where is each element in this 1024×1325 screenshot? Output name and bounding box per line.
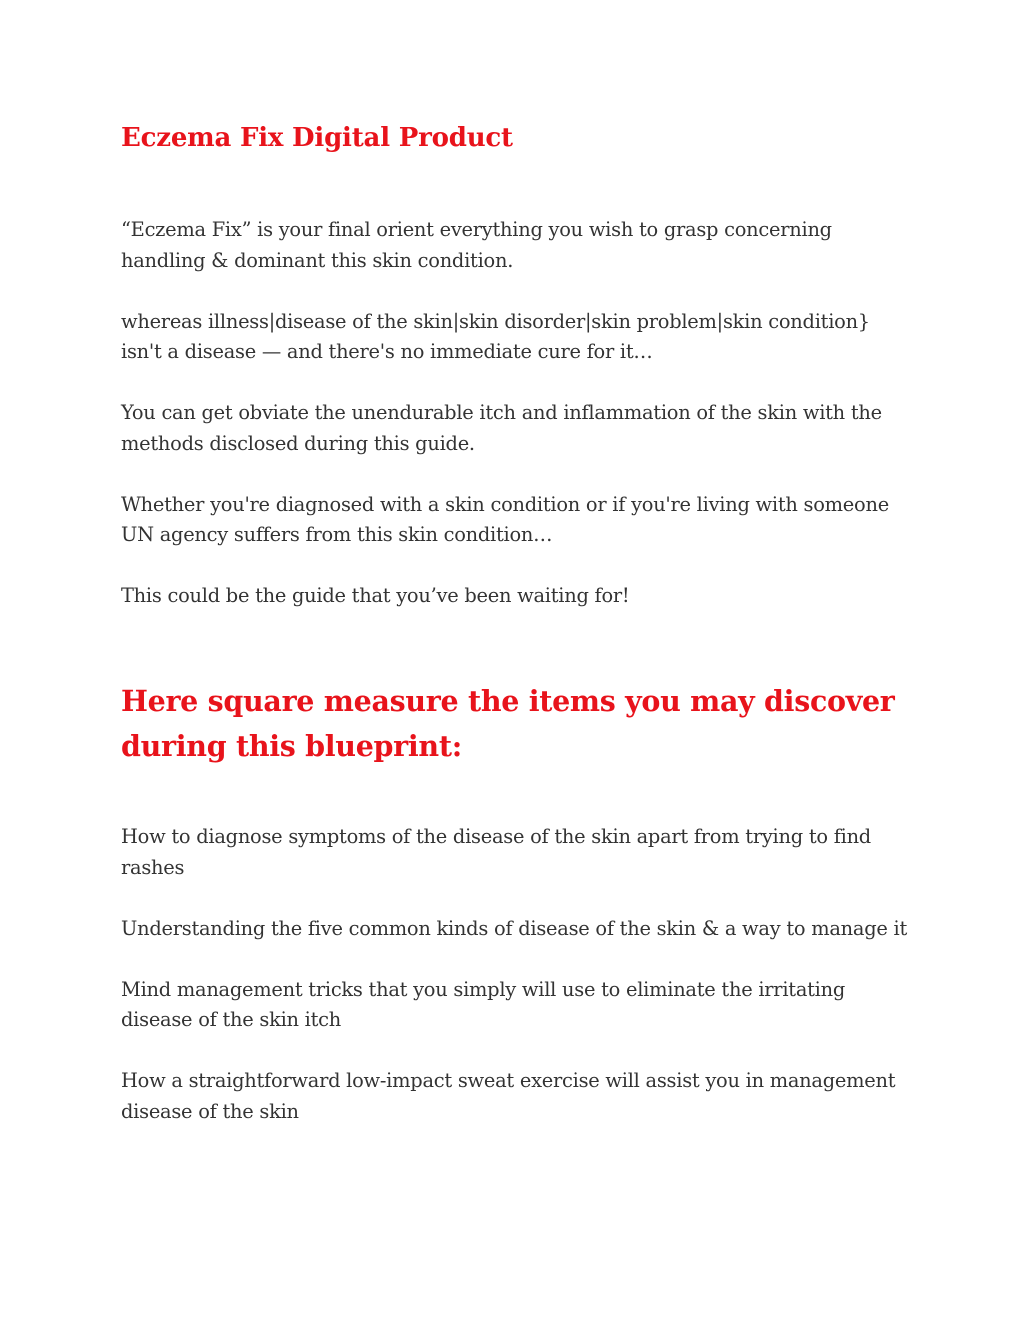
- intro-paragraph: You can get obviate the unendurable itch and inflammation of the skin with the methods disclosed during this guide.: [121, 401, 882, 455]
- intro-paragraph: This could be the guide that you’ve been waiting for!: [121, 584, 630, 607]
- item-paragraph: How to diagnose symptoms of the disease of the skin apart from trying to find rashes: [121, 825, 871, 879]
- intro-paragraph: whereas illness|disease of the skin|skin disorder|skin problem|skin condition} isn't a disease — and there's no immediate cure for it…: [121, 309, 870, 363]
- items-section: [121, 822, 911, 1158]
- item-paragraph: Mind management tricks that you simply will use to eliminate the irritating disease of the skin itch: [121, 977, 846, 1031]
- intro-paragraph: Whether you're diagnosed with a skin condition or if you're living with someone UN agency suffers from this skin condition…: [121, 492, 889, 546]
- item-paragraph: Understanding the five common kinds of disease of the skin & a way to manage it: [121, 916, 907, 940]
- intro-paragraph: “Eczema Fix” is your final orient everything you wish to grasp concerning handling & dominant this skin condition.: [121, 218, 832, 272]
- item-paragraph: How a straightforward low-impact sweat exercise will assist you in management disease of the skin: [121, 1069, 896, 1123]
- intro-section: [121, 215, 911, 642]
- document-title: Eczema Fix Digital Product: [121, 123, 513, 153]
- section-heading: Here square measure the items you may discover during this blueprint:: [121, 684, 895, 763]
